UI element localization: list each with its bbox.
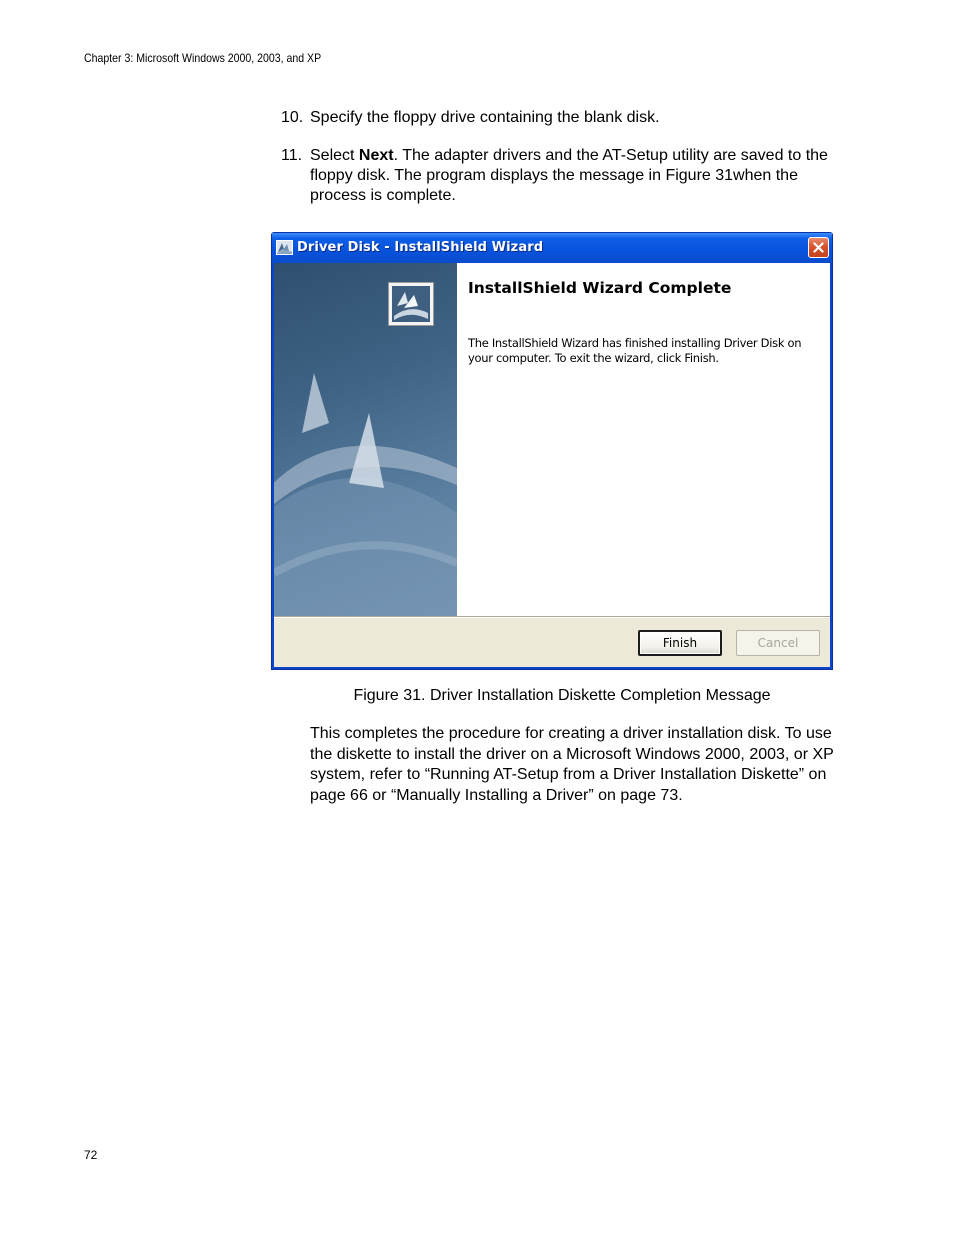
button-separator xyxy=(274,616,830,618)
step-text xyxy=(310,146,841,206)
step-number: 11. xyxy=(281,147,303,164)
dialog-title: Driver Disk - InstallShield Wizard xyxy=(297,240,544,255)
step-number: 10. xyxy=(281,109,304,126)
close-button[interactable] xyxy=(808,237,829,258)
body-paragraph: This completes the procedure for creating a driver installation disk. To use the diskette to install the driver on a Microsoft Windows 2000, 2003, or XP system, refer to “Running AT-Setup from a Driver Installation Diskette” on page 66 or “Manually Installing a Driver” on page 73. xyxy=(310,725,834,804)
figure-caption: Figure 31. Driver Installation Diskette Completion Message xyxy=(353,687,771,704)
installshield-dialog xyxy=(271,232,833,670)
step-text-after: . The adapter drivers and the AT-Setup utility are saved to the floppy disk. The program displays the message in Figure 31when the process is complete. xyxy=(310,147,828,204)
installshield-logo xyxy=(388,282,434,326)
close-icon xyxy=(813,242,824,253)
wizard-message: The InstallShield Wizard has finished installing Driver Disk on your computer. To exit the wizard, click Finish. xyxy=(468,336,802,365)
step-text-before: Select xyxy=(310,147,359,164)
finish-button[interactable]: Finish xyxy=(638,630,722,656)
wizard-content-panel xyxy=(457,263,830,616)
step-11 xyxy=(281,146,841,206)
next-keyword: Next xyxy=(358,147,394,164)
dialog-titlebar[interactable] xyxy=(272,233,832,263)
cancel-button[interactable]: Cancel xyxy=(736,630,820,656)
wizard-side-graphic xyxy=(274,263,457,616)
step-10 xyxy=(281,108,841,128)
page-number: 72 xyxy=(84,1148,98,1162)
running-header: Chapter 3: Microsoft Windows 2000, 2003, and XP xyxy=(84,51,322,65)
dialog-client-area xyxy=(274,263,830,667)
step-text: Specify the floppy drive containing the blank disk. xyxy=(310,109,660,126)
installshield-icon xyxy=(276,240,293,255)
wizard-heading: InstallShield Wizard Complete xyxy=(468,279,732,297)
